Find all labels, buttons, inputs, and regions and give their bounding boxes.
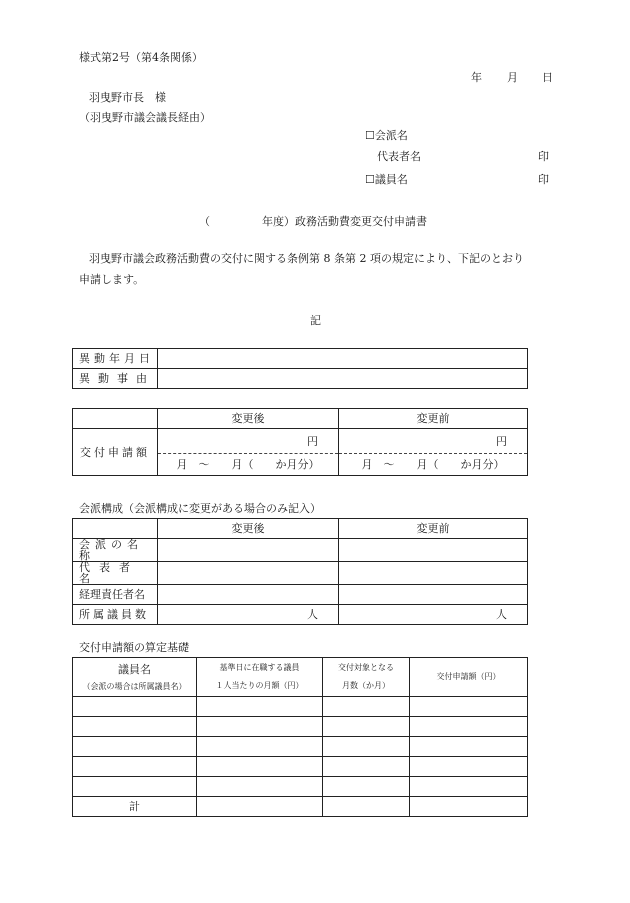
basis-cell[interactable] <box>410 777 528 797</box>
basis-cell[interactable] <box>73 777 197 797</box>
basis-table-caption: 交付申請額の算定基礎 <box>79 641 189 654</box>
basis-col2-header <box>197 658 323 697</box>
amount-before-header: 変更前 <box>339 409 528 429</box>
amount-after-header: 変更後 <box>158 409 339 429</box>
basis-cell[interactable] <box>73 737 197 757</box>
change-date-label: 異動年月日 <box>73 349 158 369</box>
member-count-before[interactable]: 人 <box>339 605 528 625</box>
basis-cell[interactable] <box>197 717 323 737</box>
representative-row-label: 代表者名 <box>73 562 158 585</box>
basis-cell[interactable] <box>323 777 410 797</box>
title-open-paren: （ <box>199 215 210 228</box>
table-row <box>73 797 528 817</box>
amount-before-period[interactable]: 月 ～ 月（ か月分） <box>339 454 528 476</box>
form-number: 様式第2号（第4条関係） <box>79 51 203 64</box>
basis-table <box>72 657 528 817</box>
via-chair: （羽曳野市議会議長経由） <box>79 111 211 124</box>
body-paragraph-line1: 羽曳野市議会政務活動費の交付に関する条例第 8 条第 2 項の規定により、下記のとおり <box>89 252 524 265</box>
amount-table <box>72 408 528 476</box>
body-paragraph-line2: 申請します。 <box>79 273 145 286</box>
basis-cell[interactable] <box>323 697 410 717</box>
basis-cell[interactable] <box>323 717 410 737</box>
basis-col3-line2: 月数（か月） <box>342 681 390 690</box>
faction-name-label: 会派の名称 <box>73 539 158 562</box>
basis-total-cell[interactable] <box>410 797 528 817</box>
document-title: 年度）政務活動費変更交付申請書 <box>262 215 427 228</box>
change-date-field[interactable] <box>158 349 528 369</box>
basis-col3-header <box>323 658 410 697</box>
member-checkbox-label[interactable]: ☐議員名 <box>365 173 408 186</box>
amount-blank-header <box>73 409 158 429</box>
basis-col2-line2: １人当たりの月額（円） <box>215 681 304 690</box>
treasurer-before[interactable] <box>339 585 528 605</box>
basis-total-cell[interactable] <box>323 797 410 817</box>
member-count-after[interactable]: 人 <box>158 605 339 625</box>
change-reason-field[interactable] <box>158 369 528 389</box>
basis-cell[interactable] <box>410 697 528 717</box>
table-row <box>73 519 528 539</box>
table-row <box>73 777 528 797</box>
date-month: 月 <box>507 71 518 84</box>
date-day: 日 <box>542 71 553 84</box>
table-row <box>73 737 528 757</box>
table-row <box>73 409 528 429</box>
basis-cell[interactable] <box>73 717 197 737</box>
faction-table-caption: 会派構成（会派構成に変更がある場合のみ記入） <box>79 502 321 515</box>
basis-col1-line2: （会派の場合は所属議員名） <box>82 681 187 691</box>
table-row <box>73 369 528 389</box>
amount-after-yen[interactable]: 円 <box>158 429 339 454</box>
change-table <box>72 348 528 389</box>
faction-after-header: 変更後 <box>158 519 339 539</box>
treasurer-after[interactable] <box>158 585 339 605</box>
basis-cell[interactable] <box>197 737 323 757</box>
faction-blank-header <box>73 519 158 539</box>
table-row <box>73 658 528 697</box>
basis-col1-header <box>73 658 197 697</box>
table-row <box>73 757 528 777</box>
faction-table <box>72 518 528 625</box>
table-row <box>73 429 528 454</box>
representative-after[interactable] <box>158 562 339 585</box>
basis-col4-header: 交付申請額（円） <box>410 658 528 697</box>
table-row <box>73 562 528 585</box>
table-row <box>73 717 528 737</box>
representative-before[interactable] <box>339 562 528 585</box>
faction-before-header: 変更前 <box>339 519 528 539</box>
table-row <box>73 605 528 625</box>
ki-heading: 記 <box>310 314 321 327</box>
change-reason-label: 異動事由 <box>73 369 158 389</box>
basis-cell[interactable] <box>323 757 410 777</box>
table-row <box>73 697 528 717</box>
basis-cell[interactable] <box>410 737 528 757</box>
date-year: 年 <box>471 71 482 84</box>
seal-mark: 印 <box>538 150 549 163</box>
basis-cell[interactable] <box>410 717 528 737</box>
basis-cell[interactable] <box>73 757 197 777</box>
basis-col3-line1: 交付対象となる <box>338 663 394 672</box>
amount-after-period[interactable]: 月 ～ 月（ か月分） <box>158 454 339 476</box>
basis-cell[interactable] <box>197 757 323 777</box>
addressee: 羽曳野市長 様 <box>89 91 166 104</box>
table-row <box>73 585 528 605</box>
basis-total-cell[interactable] <box>197 797 323 817</box>
faction-checkbox-label[interactable]: ☐会派名 <box>365 129 408 142</box>
representative-label: 代表者名 <box>377 150 421 163</box>
member-count-label: 所属議員数 <box>73 605 158 625</box>
basis-cell[interactable] <box>410 757 528 777</box>
basis-cell[interactable] <box>73 697 197 717</box>
basis-total-label: 計 <box>73 797 197 817</box>
basis-cell[interactable] <box>197 697 323 717</box>
amount-row-label: 交付申請額 <box>73 429 158 476</box>
basis-col2-line1: 基準日に在職する議員 <box>219 663 300 672</box>
table-row <box>73 349 528 369</box>
table-row <box>73 539 528 562</box>
amount-before-yen[interactable]: 円 <box>339 429 528 454</box>
faction-name-after[interactable] <box>158 539 339 562</box>
treasurer-label: 経理責任者名 <box>73 585 158 605</box>
basis-cell[interactable] <box>323 737 410 757</box>
seal-mark-2: 印 <box>538 173 549 186</box>
basis-col1-line1: 議員名 <box>118 662 151 676</box>
basis-cell[interactable] <box>197 777 323 797</box>
faction-name-before[interactable] <box>339 539 528 562</box>
